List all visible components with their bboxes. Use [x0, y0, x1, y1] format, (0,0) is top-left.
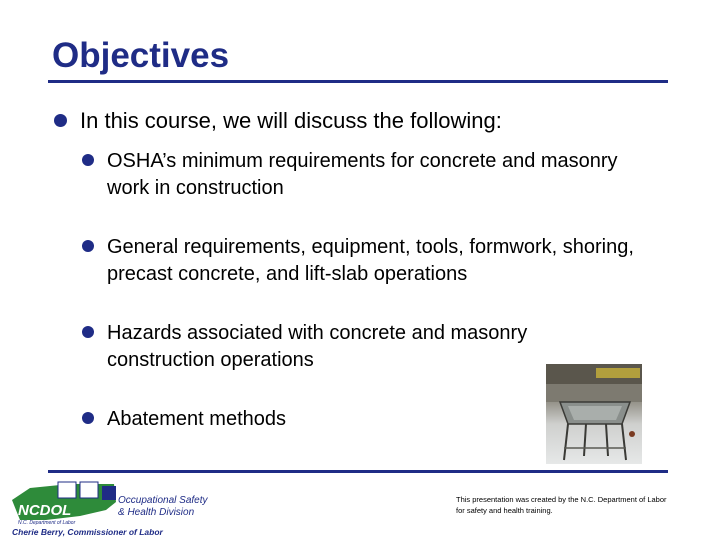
list-item-text: General requirements, equipment, tools, formwork, shoring, precast concrete, and lift-slab operations — [107, 236, 634, 285]
bullet-dot-icon — [54, 114, 67, 127]
footer-note: This presentation was created by the N.C. Department of Labor for safety and health training. — [456, 495, 667, 515]
title-divider — [48, 80, 668, 83]
ncdol-logo — [10, 476, 238, 538]
logo-division-line1: Occupational Safety — [118, 495, 208, 506]
logo-dept: N.C. Department of Labor — [18, 520, 76, 526]
intro-bullet — [54, 106, 502, 136]
logo-org: NCDOL — [18, 502, 72, 519]
logo-division-line2: & Health Division — [118, 507, 195, 518]
mixing-table-photo — [546, 364, 642, 464]
bullet-dot-icon — [82, 240, 94, 252]
list-item — [82, 148, 642, 202]
intro-text: In this course, we will discuss the following: — [80, 108, 502, 133]
footer-divider — [48, 470, 668, 473]
bullet-dot-icon — [82, 326, 94, 338]
list-item-text: Abatement methods — [107, 408, 286, 430]
mixing-table-illustration — [546, 364, 642, 464]
list-item — [82, 234, 642, 288]
slide-title: Objectives — [52, 36, 230, 75]
logo-commissioner: Cherie Berry, Commissioner of Labor — [12, 527, 163, 537]
bullet-dot-icon — [82, 154, 94, 166]
list-item-text: Hazards associated with concrete and masonry construction operations — [107, 322, 528, 371]
list-item-text: OSHA’s minimum requirements for concrete and masonry work in construction — [107, 150, 618, 199]
bullet-dot-icon — [82, 412, 94, 424]
list-item — [82, 406, 482, 433]
list-item — [82, 320, 622, 374]
